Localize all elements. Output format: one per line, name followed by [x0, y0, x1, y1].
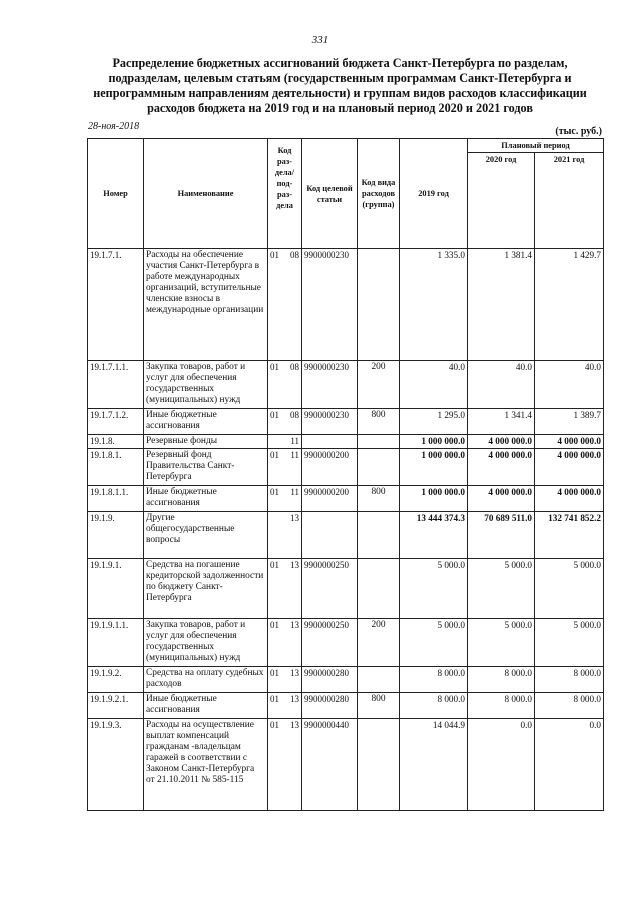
row-expense-type-code — [358, 435, 400, 449]
row-target-code — [302, 512, 358, 559]
section-code: 01 — [270, 250, 279, 260]
row-section-code — [268, 409, 302, 435]
row-number: 19.1.9.2.1. — [88, 693, 144, 719]
table-row — [88, 693, 604, 719]
table-row — [88, 619, 604, 667]
table-row — [88, 512, 604, 559]
row-target-code: 9900000230 — [302, 249, 358, 361]
header-target-code: Код целевой статьи — [302, 139, 358, 249]
row-amount-2019: 40.0 — [400, 361, 468, 409]
row-target-code: 9900000250 — [302, 619, 358, 667]
subsection-code: 13 — [290, 513, 299, 523]
row-expense-type-code: 800 — [358, 486, 400, 512]
row-amount-2019: 5 000.0 — [400, 619, 468, 667]
row-amount-2021: 8 000.0 — [535, 667, 604, 693]
table-row — [88, 486, 604, 512]
row-target-code: 9900000230 — [302, 409, 358, 435]
row-number: 19.1.9.1.1. — [88, 619, 144, 667]
header-year-2019: 2019 год — [400, 139, 468, 249]
section-code: 01 — [270, 410, 279, 420]
row-number: 19.1.7.1. — [88, 249, 144, 361]
row-amount-2020: 4 000 000.0 — [468, 449, 535, 486]
row-section-code — [268, 486, 302, 512]
row-section-code — [268, 619, 302, 667]
row-name: Другие общегосударственные вопросы — [144, 512, 268, 559]
row-section-code — [268, 361, 302, 409]
row-amount-2020: 4 000 000.0 — [468, 435, 535, 449]
row-section-code — [268, 449, 302, 486]
section-code: 01 — [270, 720, 279, 730]
row-amount-2021: 132 741 852.2 — [535, 512, 604, 559]
table-row — [88, 249, 604, 361]
section-code: 01 — [270, 450, 279, 460]
row-number: 19.1.9.2. — [88, 667, 144, 693]
row-amount-2020: 40.0 — [468, 361, 535, 409]
subsection-code: 13 — [290, 620, 299, 630]
row-target-code — [302, 435, 358, 449]
budget-table — [87, 138, 604, 811]
row-expense-type-code — [358, 512, 400, 559]
row-expense-type-code — [358, 667, 400, 693]
row-amount-2021: 4 000 000.0 — [535, 486, 604, 512]
row-target-code: 9900000200 — [302, 449, 358, 486]
row-expense-type-code — [358, 249, 400, 361]
section-code: 01 — [270, 694, 279, 704]
row-name: Резервный фонд Правительства Санкт-Петербурга — [144, 449, 268, 486]
row-section-code — [268, 512, 302, 559]
row-amount-2019: 1 000 000.0 — [400, 486, 468, 512]
row-amount-2020: 4 000 000.0 — [468, 486, 535, 512]
row-name: Резервные фонды — [144, 435, 268, 449]
row-amount-2020: 0.0 — [468, 719, 535, 811]
row-expense-type-code — [358, 559, 400, 619]
document-date: 28-ноя-2018 — [88, 121, 140, 132]
row-expense-type-code: 800 — [358, 693, 400, 719]
row-amount-2021: 1 389.7 — [535, 409, 604, 435]
row-amount-2020: 1 341.4 — [468, 409, 535, 435]
row-amount-2021: 8 000.0 — [535, 693, 604, 719]
row-amount-2021: 5 000.0 — [535, 559, 604, 619]
row-number: 19.1.7.1.1. — [88, 361, 144, 409]
row-amount-2021: 40.0 — [535, 361, 604, 409]
row-amount-2021: 4 000 000.0 — [535, 449, 604, 486]
subsection-code: 11 — [290, 487, 299, 497]
row-name: Закупка товаров, работ и услуг для обеспечения государственных (муниципальных) нужд — [144, 619, 268, 667]
row-section-code — [268, 693, 302, 719]
table-row — [88, 559, 604, 619]
header-number: Номер — [88, 139, 144, 249]
row-amount-2020: 1 381.4 — [468, 249, 535, 361]
row-name: Иные бюджетные ассигнования — [144, 486, 268, 512]
row-section-code — [268, 559, 302, 619]
subsection-code: 08 — [290, 250, 299, 260]
subsection-code: 11 — [290, 436, 299, 446]
row-section-code — [268, 719, 302, 811]
row-number: 19.1.8.1.1. — [88, 486, 144, 512]
table-row — [88, 667, 604, 693]
row-amount-2019: 8 000.0 — [400, 693, 468, 719]
row-expense-type-code: 800 — [358, 409, 400, 435]
header-section-code: Код раз- дела/ под- раз- дела — [268, 139, 302, 249]
row-expense-type-code: 200 — [358, 619, 400, 667]
row-amount-2021: 4 000 000.0 — [535, 435, 604, 449]
section-code: 01 — [270, 560, 279, 570]
row-amount-2020: 8 000.0 — [468, 693, 535, 719]
subsection-code: 13 — [290, 720, 299, 730]
row-number: 19.1.7.1.2. — [88, 409, 144, 435]
table-row — [88, 435, 604, 449]
row-number: 19.1.9.3. — [88, 719, 144, 811]
row-amount-2019: 1 335.0 — [400, 249, 468, 361]
row-name: Средства на погашение кредиторской задолженности по бюджету Санкт-Петербурга — [144, 559, 268, 619]
row-name: Иные бюджетные ассигнования — [144, 693, 268, 719]
row-number: 19.1.8. — [88, 435, 144, 449]
units-label: (тыс. руб.) — [555, 126, 602, 137]
row-amount-2021: 1 429.7 — [535, 249, 604, 361]
row-name: Иные бюджетные ассигнования — [144, 409, 268, 435]
row-name: Средства на оплату судебных расходов — [144, 667, 268, 693]
row-target-code: 9900000440 — [302, 719, 358, 811]
row-amount-2019: 1 000 000.0 — [400, 435, 468, 449]
row-expense-type-code — [358, 449, 400, 486]
row-number: 19.1.9. — [88, 512, 144, 559]
header-year-2021: 2021 год — [535, 153, 604, 249]
row-target-code: 9900000280 — [302, 667, 358, 693]
row-amount-2019: 1 000 000.0 — [400, 449, 468, 486]
row-number: 19.1.9.1. — [88, 559, 144, 619]
row-amount-2019: 8 000.0 — [400, 667, 468, 693]
section-code: 01 — [270, 362, 279, 372]
row-amount-2019: 13 444 374.3 — [400, 512, 468, 559]
row-section-code — [268, 435, 302, 449]
row-name: Расходы на обеспечение участия Санкт-Петербурга в работе международных организаций, вступительные членские взносы в международные организации — [144, 249, 268, 361]
table-body — [88, 249, 604, 811]
row-name: Расходы на осуществление выплат компенсаций гражданам -владельцам гаражей в соответствии с Законом Санкт-Петербурга от 21.10.2011 № 585-115 — [144, 719, 268, 811]
document-title: Распределение бюджетных ассигнований бюджета Санкт-Петербурга по разделам, подразделам, целевым статьям (государственным программам Санкт-Петербурга и непрограммным направлениям деятельности) и группам видов расходов классификации расходов бюджета на 2019 год и на плановый период 2020 и 2021 годов — [93, 56, 587, 115]
subsection-code: 11 — [290, 450, 299, 460]
row-amount-2021: 5 000.0 — [535, 619, 604, 667]
row-target-code: 9900000250 — [302, 559, 358, 619]
header-year-2020: 2020 год — [468, 153, 535, 249]
row-amount-2019: 5 000.0 — [400, 559, 468, 619]
row-section-code — [268, 249, 302, 361]
header-expense-type-code: Код вида расходов (группа) — [358, 139, 400, 249]
row-amount-2019: 1 295.0 — [400, 409, 468, 435]
row-amount-2020: 70 689 511.0 — [468, 512, 535, 559]
section-code: 01 — [270, 620, 279, 630]
page-number: 331 — [311, 34, 329, 46]
row-number: 19.1.8.1. — [88, 449, 144, 486]
subsection-code: 13 — [290, 560, 299, 570]
row-name: Закупка товаров, работ и услуг для обеспечения государственных (муниципальных) нужд — [144, 361, 268, 409]
table-row — [88, 449, 604, 486]
row-target-code: 9900000200 — [302, 486, 358, 512]
header-name: Наименование — [144, 139, 268, 249]
table-row — [88, 719, 604, 811]
section-code: 01 — [270, 487, 279, 497]
subsection-code: 13 — [290, 694, 299, 704]
row-section-code — [268, 667, 302, 693]
row-expense-type-code — [358, 719, 400, 811]
row-amount-2019: 14 044.9 — [400, 719, 468, 811]
row-amount-2020: 8 000.0 — [468, 667, 535, 693]
row-amount-2020: 5 000.0 — [468, 559, 535, 619]
subsection-code: 08 — [290, 362, 299, 372]
table-row — [88, 361, 604, 409]
row-target-code: 9900000230 — [302, 361, 358, 409]
row-amount-2021: 0.0 — [535, 719, 604, 811]
table-row — [88, 409, 604, 435]
row-expense-type-code: 200 — [358, 361, 400, 409]
subsection-code: 08 — [290, 410, 299, 420]
subsection-code: 13 — [290, 668, 299, 678]
header-planning-period: Плановый период — [468, 139, 604, 153]
row-amount-2020: 5 000.0 — [468, 619, 535, 667]
section-code: 01 — [270, 668, 279, 678]
row-target-code: 9900000280 — [302, 693, 358, 719]
